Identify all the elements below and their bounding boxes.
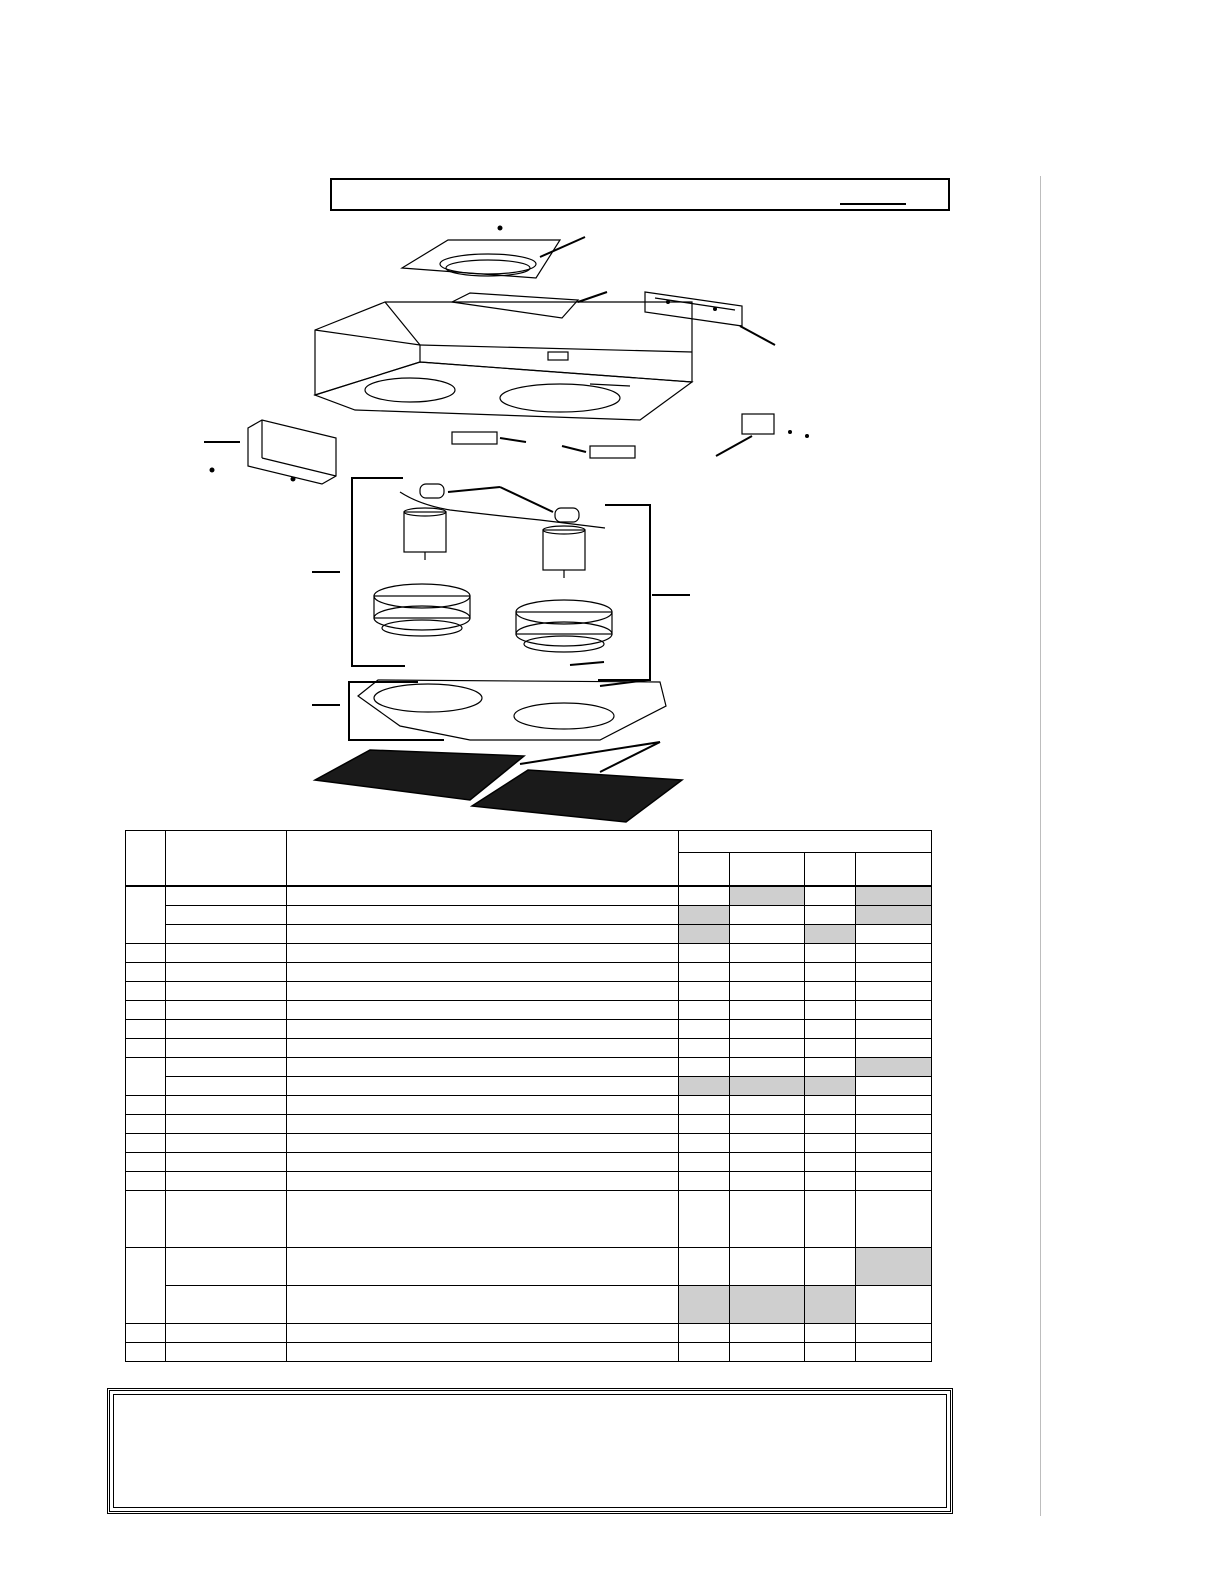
duct-collar xyxy=(402,226,585,279)
table-row xyxy=(126,1343,932,1362)
table-row xyxy=(126,1020,932,1039)
table-row xyxy=(126,1077,932,1096)
table-row xyxy=(126,1172,932,1191)
control-panel-cover xyxy=(645,292,775,345)
table-row xyxy=(126,1191,932,1248)
header-model-group xyxy=(679,831,932,853)
blower-housing-plate xyxy=(312,680,666,740)
table-row xyxy=(126,1153,932,1172)
top-plate xyxy=(452,292,607,318)
table-row xyxy=(126,963,932,982)
header-model-1 xyxy=(679,853,730,887)
lamp-pair xyxy=(452,432,635,458)
table-row xyxy=(126,1115,932,1134)
table-row xyxy=(126,906,932,925)
table-row xyxy=(126,925,932,944)
header-ref-no xyxy=(126,831,166,887)
header-model-2 xyxy=(730,853,805,887)
blower-assembly-bracket xyxy=(312,478,690,680)
table-row xyxy=(126,944,932,963)
blower-wheel xyxy=(374,584,612,665)
table-row xyxy=(126,1039,932,1058)
grease-filter xyxy=(315,742,682,822)
header-description xyxy=(287,831,679,887)
note-box xyxy=(107,1388,953,1514)
table-row xyxy=(126,886,932,906)
capacitor xyxy=(400,484,605,528)
parts-list-table xyxy=(125,830,932,1362)
blower-motor xyxy=(404,508,585,578)
note-box-inner xyxy=(113,1394,947,1508)
header-model-4 xyxy=(856,853,932,887)
junction-box xyxy=(716,414,809,456)
table-row xyxy=(126,1248,932,1286)
table-row xyxy=(126,1286,932,1324)
table-row xyxy=(126,982,932,1001)
light-assembly xyxy=(204,420,336,484)
table-row xyxy=(126,1134,932,1153)
table-row xyxy=(126,1324,932,1343)
header-part-no xyxy=(166,831,287,887)
table-row xyxy=(126,1001,932,1020)
table-row xyxy=(126,1058,932,1077)
table-row xyxy=(126,1096,932,1115)
header-model-3 xyxy=(805,853,856,887)
hood-body xyxy=(315,302,692,420)
